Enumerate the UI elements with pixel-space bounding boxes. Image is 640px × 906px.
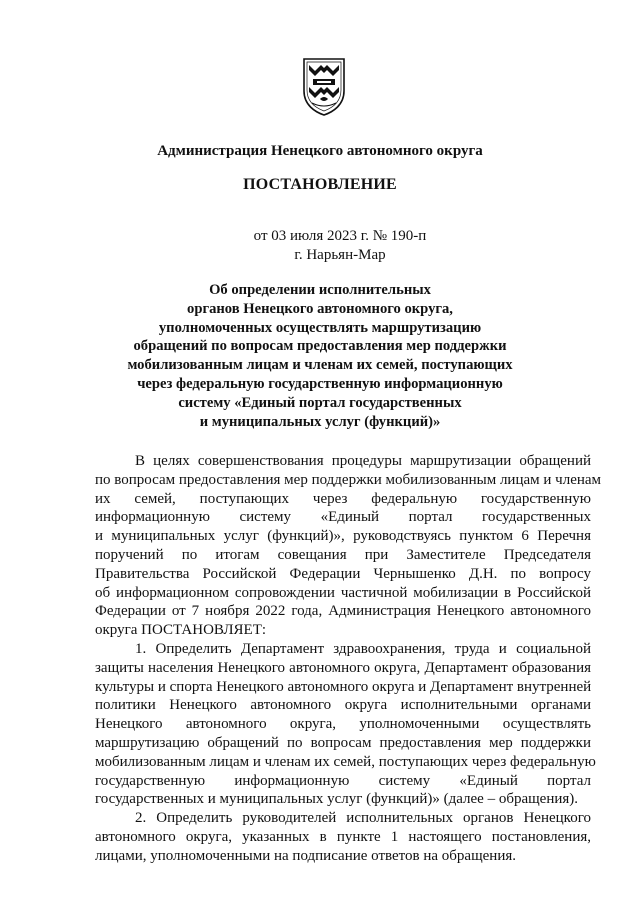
body-line: об информационном сопровождении частичной мобилизации в Российской bbox=[95, 584, 591, 601]
body-line: поручений по итогам совещания при Заместителе Председателя bbox=[95, 546, 591, 563]
body-line: и муниципальных услуг (функций)», руководствуясь пунктом 6 Перечня bbox=[95, 528, 591, 545]
title-line: и муниципальных услуг (функций)» bbox=[199, 413, 441, 430]
body-line: информационную систему «Единый портал государственных bbox=[95, 509, 591, 526]
title-line: органов Ненецкого автономного округа, bbox=[187, 300, 453, 317]
body-line: их семей, поступающих через федеральную государственную bbox=[95, 490, 591, 507]
title-line: мобилизованным лицам и членам их семей, поступающих bbox=[127, 357, 513, 374]
body-line: по вопросам предоставления мер поддержки мобилизованным лицам и членам bbox=[95, 471, 602, 488]
nenets-coat-of-arms-icon bbox=[301, 57, 347, 117]
item-2-paragraph bbox=[95, 809, 591, 865]
body-line: 2. Определить руководителей исполнительных органов Ненецкого bbox=[135, 810, 591, 827]
title-line: через федеральную государственную информационную bbox=[137, 375, 503, 392]
body-line: автономного округа, указанных в пункте 1 настоящего постановления, bbox=[95, 828, 591, 845]
document-title bbox=[0, 281, 640, 431]
body-line: политики Ненецкого автономного округа исполнительными органами bbox=[95, 697, 591, 714]
body-line: защиты населения Ненецкого автономного округа, Департамент образования bbox=[95, 659, 591, 676]
body-line: Правительства Российской Федерации Чернышенко Д.Н. по вопросу bbox=[95, 565, 591, 582]
body-line: лицами, уполномоченными на подписание ответов на обращения. bbox=[95, 847, 516, 864]
item-1-paragraph bbox=[95, 640, 596, 809]
body-line: государственных и муниципальных услуг (функций)» (далее – обращения). bbox=[95, 791, 579, 808]
title-line: обращений по вопросам предоставления мер поддержки bbox=[133, 338, 507, 355]
preamble-paragraph bbox=[95, 452, 602, 640]
organization-name: Администрация Ненецкого автономного округа bbox=[157, 143, 483, 159]
body-line: маршрутизацию обращений по вопросам предоставления мер поддержки bbox=[95, 734, 591, 751]
title-line: уполномоченных осуществлять маршрутизацию bbox=[158, 319, 482, 336]
body-line: 1. Определить Департамент здравоохранения, труда и социальной bbox=[135, 640, 591, 657]
document-type: ПОСТАНОВЛЕНИЕ bbox=[243, 176, 397, 193]
body-line: государственную информационную систему «Единый портал bbox=[95, 772, 591, 789]
title-line: систему «Единый портал государственных bbox=[178, 394, 462, 411]
body-line: мобилизованным лицам и членам их семей, поступающих через федеральную bbox=[95, 753, 596, 770]
document-body bbox=[95, 452, 602, 866]
body-line: культуры и спорта Ненецкого автономного округа и Департамент внутренней bbox=[95, 678, 592, 695]
document-city: г. Нарьян-Мар bbox=[294, 247, 386, 263]
body-line: округа ПОСТАНОВЛЯЕТ: bbox=[95, 622, 267, 639]
body-line: Федерации от 7 ноября 2022 года, Администрация Ненецкого автономного bbox=[95, 603, 591, 620]
body-line: В целях совершенствования процедуры маршрутизации обращений bbox=[135, 453, 591, 469]
body-line: Ненецкого автономного округа, уполномоченными осуществлять bbox=[95, 716, 591, 733]
title-line: Об определении исполнительных bbox=[209, 282, 431, 298]
document-date-number: от 03 июля 2023 г. № 190-п bbox=[253, 228, 427, 244]
date-and-number-block bbox=[250, 227, 430, 265]
